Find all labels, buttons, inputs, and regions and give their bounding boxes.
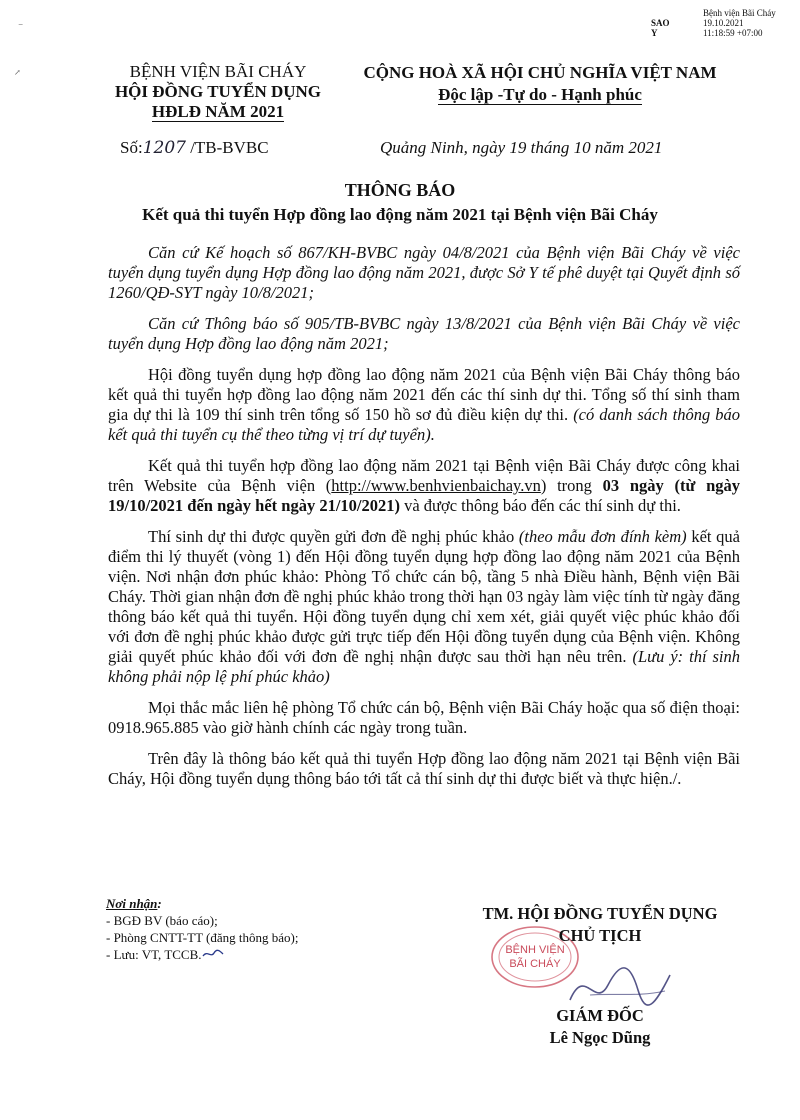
stamp-details [703, 8, 776, 38]
council-year: HĐLĐ NĂM 2021 [151, 102, 285, 121]
list-note: (có danh sách thông báo kết quả thi tuyển cụ thể theo từng vị trí dự tuyển). [108, 405, 740, 444]
signer-org: TM. HỘI ĐỒNG TUYỂN DỤNG [482, 904, 718, 923]
document-body [108, 243, 740, 800]
doc-number-prefix: Số: [120, 138, 143, 157]
document-subtitle: Kết quả thi tuyển Hợp đồng lao động năm 2021 tại Bệnh viện Bãi Cháy [142, 205, 658, 224]
issuing-authority [88, 62, 348, 122]
doc-number-handwritten: 1207 [142, 138, 186, 158]
recipient-item: - Phòng CNTT-TT (đăng thông báo); [106, 930, 299, 945]
signer-name: Lê Ngọc Dũng [549, 1028, 651, 1047]
paragraph-basis-2: Căn cứ Thông báo số 905/TB-BVBC ngày 13/8/2021 của Bệnh viện Bãi Cháy về việc tuyển dụng Hợp đồng lao động năm 2021; [108, 314, 740, 353]
motto: Độc lập -Tự do - Hạnh phúc [438, 85, 642, 104]
signer-position: GIÁM ĐỐC [556, 1006, 644, 1025]
initials-scribble-icon [202, 949, 224, 959]
document-title: THÔNG BÁO [344, 180, 456, 200]
form-note: (theo mẫu đơn đính kèm) [518, 527, 687, 546]
signer-role: CHỦ TỊCH [558, 926, 642, 945]
recipients-title: Nơi nhận [106, 896, 158, 911]
doc-number-suffix: /TB-BVBC [190, 138, 269, 157]
paragraph-announcement: Hội đồng tuyển dụng hợp đồng lao động năm 2021 của Bệnh viện Bãi Cháy thông báo kết quả thi tuyển hợp đồng lao động năm 2021 đến các thí sinh dự thi. Tổng số thí sinh tham gia dự thi là 109 thí sinh trên tổng số 150 hồ sơ đủ điều kiện dự thi. (có danh sách thông báo kết quả thi tuyển cụ thể theo từng vị trí dự tuyển). [108, 365, 740, 444]
paragraph-publication: Kết quả thi tuyển hợp đồng lao động năm 2021 tại Bệnh viện Bãi Cháy được công khai trên Website của Bệnh viện (http://www.benhvienbaichay.vn) trong 03 ngày (từ ngày 19/10/2021 đến ngày hết ngày 21/10/2021) và được thông báo đến các thí sinh dự thi. [108, 456, 740, 515]
stamp-date: 19.10.2021 [703, 18, 744, 28]
paragraph-contact: Mọi thắc mắc liên hệ phòng Tổ chức cán bộ, Bệnh viện Bãi Cháy hoặc qua số điện thoại: 0918.965.885 vào giờ hành chính các ngày trong tuần. [108, 698, 740, 737]
paragraph-review: Thí sinh dự thi được quyền gửi đơn đề nghị phúc khảo (theo mẫu đơn đính kèm) kết quả điểm thi lý thuyết (vòng 1) đến Hội đồng tuyển dụng hợp đồng lao động năm 2021 của Bệnh viện. Nơi nhận đơn phúc khảo: Phòng Tổ chức cán bộ, tầng 5 nhà Điều hành, Bệnh viện Bãi Cháy. Thời gian nhận đơn đề nghị phúc khảo trong thời hạn 03 ngày làm việc tính từ ngày đăng thông báo kết quả thi tuyển. Hội đồng tuyển dụng chỉ xem xét, giải quyết việc phúc khảo đối với đơn đề nghị phúc khảo được gửi trực tiếp đến Hội đồng tuyển dụng của Bệnh viện. Không giải quyết phúc khảo đối với đơn đề nghị nhận được sau thời hạn nêu trên. (Lưu ý: thí sinh không phải nộp lệ phí phúc khảo) [108, 527, 741, 686]
council-name: HỘI ĐỒNG TUYỂN DỤNG [114, 82, 322, 101]
stamp-org: Bệnh viện Bãi Cháy [703, 8, 776, 18]
fee-note: (Lưu ý: thí sinh không phải nộp lệ phí phúc khảo) [108, 647, 740, 686]
website-link[interactable]: http://www.benhvienbaichay.vn [331, 476, 541, 495]
paragraph-basis-1: Căn cứ Kế hoạch số 867/KH-BVBC ngày 04/8/2021 của Bệnh viện Bãi Cháy về việc tuyển dụng tuyển dụng Hợp đồng lao động năm 2021, được Sở Y tế phê duyệt tại Quyết định số 1260/QĐ-SYT ngày 10/8/2021; [108, 243, 740, 302]
stamp-time: 11:18:59 +07:00 [703, 28, 763, 38]
recipients-block: Nơi nhận: - BGĐ BV (báo cáo); - Phòng CNTT-TT (đăng thông báo); - Lưu: VT, TCCB. [106, 896, 299, 962]
recipient-item: - Lưu: VT, TCCB. [106, 946, 298, 963]
paragraph-closing: Trên đây là thông báo kết quả thi tuyển Hợp đồng lao động năm 2021 tại Bệnh viện Bãi Cháy, Hội đồng tuyển dụng thông báo tới tất cả thí sinh dự thi được biết và thực hiện./. [108, 749, 740, 788]
country-name: CỘNG HOÀ XÃ HỘI CHỦ NGHĨA VIỆT NAM [363, 63, 717, 82]
national-motto [350, 62, 730, 106]
signature-block [455, 903, 745, 1049]
issue-date: Quảng Ninh, ngày 19 tháng 10 năm 2021 [380, 138, 663, 157]
margin-mark: ↗ [14, 68, 21, 77]
recipient-item: - BGĐ BV (báo cáo); [106, 913, 218, 928]
sao-y-label: SAO Y [651, 18, 670, 38]
margin-mark: ⁻ [18, 22, 24, 33]
seal-text-1: BỆNH VIỆN [505, 944, 565, 956]
publication-period: 03 ngày (từ ngày 19/10/2021 đến ngày hết ngày 21/10/2021) [108, 476, 740, 515]
seal-text-2: BÃI CHÁY [509, 958, 561, 970]
document-number [120, 138, 269, 158]
hospital-name: BỆNH VIỆN BÃI CHÁY [129, 62, 307, 81]
